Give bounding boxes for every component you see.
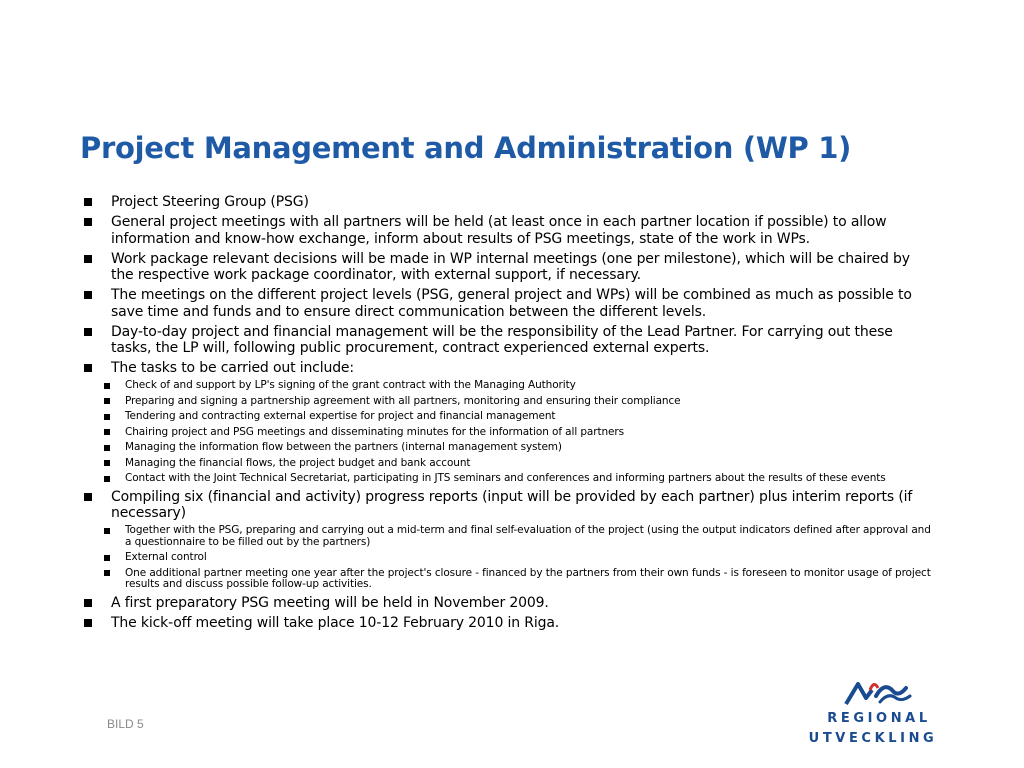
- bullet-item: [84, 360, 934, 377]
- bullet-text: Project Steering Group (PSG): [111, 194, 309, 210]
- sub-bullet-text: One additional partner meeting one year after the project's closure - financed by the partners from their own funds - is foreseen to monitor usage of project results and discuss possible follow-up activities.: [125, 566, 931, 590]
- square-bullet-icon: [84, 364, 92, 372]
- sub-bullet-text: Managing the information flow between the partners (internal management system): [125, 441, 562, 453]
- sub-bullet-item: [104, 473, 934, 485]
- square-bullet-icon: [104, 414, 110, 420]
- bullet-text: A first preparatory PSG meeting will be held in November 2009.: [111, 594, 549, 611]
- sub-bullet-text: Check of and support by LP's signing of the grant contract with the Managing Authority: [125, 379, 576, 391]
- square-bullet-icon: [104, 555, 110, 561]
- bullet-item: [84, 251, 934, 284]
- square-bullet-icon: [104, 383, 110, 389]
- sub-bullet-text: Contact with the Joint Technical Secretariat, participating in JTS seminars and conferences and informing partners about the results of these events: [125, 472, 886, 484]
- square-bullet-icon: [84, 255, 92, 263]
- wave-logo-icon: [844, 676, 914, 706]
- square-bullet-icon: [104, 528, 110, 534]
- sub-bullet-list: [84, 380, 934, 485]
- sub-bullet-list: [84, 525, 934, 591]
- bullet-list: [84, 194, 934, 635]
- square-bullet-icon: [84, 599, 92, 607]
- bullet-text: Day-to-day project and financial management will be the responsibility of the Lead Partner. For carrying out these tasks, the LP will, following public procurement, contract experienced external experts.: [111, 323, 893, 356]
- sub-bullet-text: External control: [125, 551, 207, 563]
- bullet-text: The tasks to be carried out include:: [111, 360, 354, 376]
- sub-bullet-item: [104, 380, 934, 392]
- bullet-item: [84, 595, 934, 612]
- square-bullet-icon: [84, 328, 92, 336]
- sub-bullet-text: Chairing project and PSG meetings and disseminating minutes for the information of all partners: [125, 425, 625, 438]
- square-bullet-icon: [84, 619, 92, 627]
- sub-bullet-item: [104, 427, 934, 439]
- square-bullet-icon: [104, 570, 110, 576]
- bullet-item: [84, 194, 934, 211]
- bullet-text: Work package relevant decisions will be made in WP internal meetings (one per milestone), which will be chaired by the respective work package coordinator, with external support, if necessary.: [111, 250, 910, 283]
- bullet-item: [84, 214, 934, 247]
- sub-bullet-item: [104, 552, 934, 564]
- bullet-item: [84, 324, 934, 357]
- bullet-text: Compiling six (financial and activity) progress reports (input will be provided by each partner) plus interim reports (if necessary): [111, 488, 913, 521]
- square-bullet-icon: [84, 493, 92, 501]
- square-bullet-icon: [104, 429, 110, 435]
- square-bullet-icon: [104, 445, 110, 451]
- sub-bullet-item: [104, 411, 934, 423]
- slide-title: Project Management and Administration (WP 1): [80, 131, 852, 165]
- sub-bullet-item: [104, 442, 934, 454]
- bullet-item: [84, 615, 934, 632]
- sub-bullet-text: Together with the PSG, preparing and carrying out a mid-term and final self-evaluation of the project (using the output indicators defined after approval and a questionnaire to be filled out by the partners): [125, 524, 931, 548]
- bullet-item: [84, 287, 934, 320]
- bullet-item: [84, 489, 934, 522]
- logo-text-line1: REGIONAL: [827, 711, 931, 726]
- sub-bullet-item: [104, 458, 934, 470]
- square-bullet-icon: [84, 218, 92, 226]
- sub-bullet-item: [104, 396, 934, 408]
- slide-number-label: BILD 5: [107, 717, 144, 731]
- logo-text-line2: UTVECKLING: [808, 731, 938, 746]
- bullet-text: The kick-off meeting will take place 10-12 February 2010 in Riga.: [111, 614, 560, 631]
- bullet-text: General project meetings with all partners will be held (at least once in each partner location if possible) to allow information and know-how exchange, inform about results of PSG meetings, state of the work in WPs.: [111, 214, 887, 247]
- square-bullet-icon: [104, 476, 110, 482]
- sub-bullet-item: [104, 525, 934, 548]
- sub-bullet-item: [104, 568, 934, 591]
- square-bullet-icon: [104, 398, 110, 404]
- sub-bullet-text: Tendering and contracting external expertise for project and financial management: [125, 410, 556, 422]
- regional-utveckling-logo: [808, 676, 944, 748]
- square-bullet-icon: [84, 291, 92, 299]
- sub-bullet-text: Preparing and signing a partnership agreement with all partners, monitoring and ensuring their compliance: [125, 394, 681, 407]
- square-bullet-icon: [104, 460, 110, 466]
- sub-bullet-text: Managing the financial flows, the project budget and bank account: [125, 456, 471, 469]
- bullet-text: The meetings on the different project levels (PSG, general project and WPs) will be combined as much as possible to save time and funds and to ensure direct communication between the different levels.: [111, 287, 912, 320]
- square-bullet-icon: [84, 198, 92, 206]
